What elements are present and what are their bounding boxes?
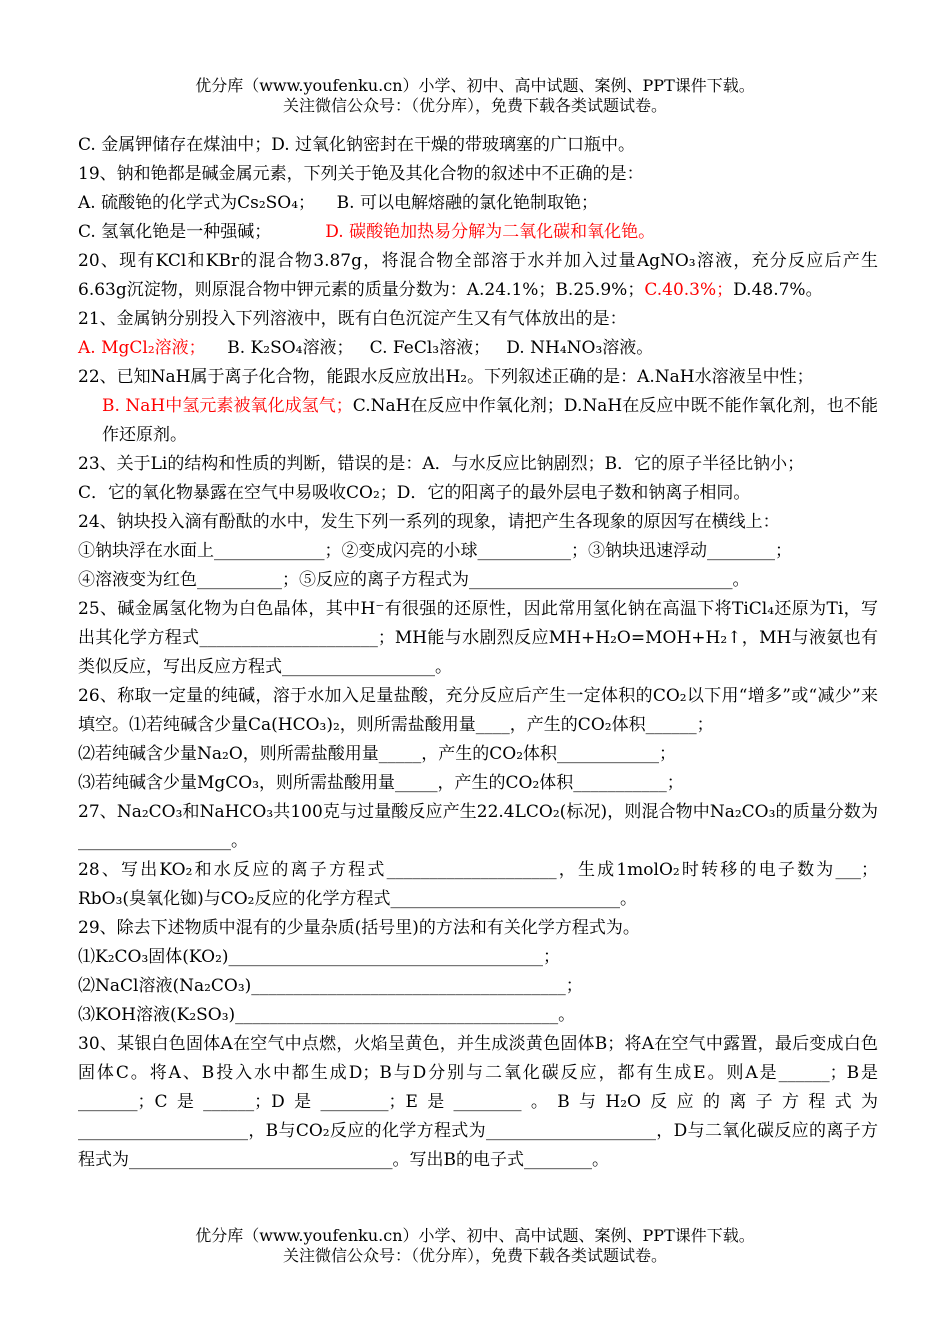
- q20: [78, 247, 878, 305]
- q26-line-3: ⑶若纯碱含少量MgCO₃，则所需盐酸用量_____，产生的CO₂体积___________；: [78, 773, 684, 793]
- footer-line-1: 优分库（www.youfenku.cn）小学、初中、高中试题、案例、PPT课件下载。: [195, 1226, 755, 1245]
- q19-options-ab: A. 硫酸铯的化学式为Cs₂SO₄； B. 可以电解熔融的氯化铯制取铯；: [78, 193, 598, 213]
- q23-stem: 23、关于Li的结构和性质的判断，错误的是：A．与水反应比钠剧烈；B．它的原子半径比钠小；: [78, 454, 805, 474]
- q24-line-2: ④溶液变为红色__________；⑤反应的离子方程式为_______________________________。: [78, 570, 750, 590]
- q29-line-3: ⑶KOH溶液(K₂SO₃)______________________________________。: [78, 1005, 576, 1025]
- q25: 25、碱金属氢化物为白色晶体，其中H⁻有很强的还原性，因此常用氢化钠在高温下将TiCl₄还原为Ti，写出其化学方程式_____________________；MH能与水剧烈反应MH+H₂O=MOH+H₂↑，MH与液氨也有类似反应，写出反应方程式__________________。: [78, 599, 878, 677]
- q21-stem: 21、金属钠分别投入下列溶液中，既有白色沉淀产生又有气体放出的是：: [78, 309, 627, 329]
- page-footer: [0, 1226, 950, 1266]
- q29-line-2: ⑵NaCl溶液(Na₂CO₃)_____________________________________；: [78, 976, 583, 996]
- q19-answer-d: D. 碳酸铯加热易分解为二氧化碳和氧化铯。: [325, 222, 656, 242]
- q18-options-cd: C. 金属钾储存在煤油中；D. 过氧化钠密封在干燥的带玻璃塞的广口瓶中。: [78, 135, 636, 155]
- header-line-2: 关注微信公众号：（优分库），免费下载各类试题试卷。: [282, 96, 667, 115]
- footer-line-2: 关注微信公众号：（优分库），免费下载各类试题试卷。: [282, 1246, 667, 1265]
- q20-stem: 20、现有KCl和KBr的混合物3.87g，将混合物全部溶于水并加入过量AgNO₃溶液，充分反应后产生6.63g沉淀物，则原混合物中钾元素的质量分数为：A.24.1%；B.25.9%；: [78, 251, 878, 300]
- q22-options: [78, 392, 878, 450]
- q27: 27、Na₂CO₃和NaHCO₃共100克与过量酸反应产生22.4LCO₂(标况)，则混合物中Na₂CO₃的质量分数为__________________。: [78, 802, 878, 851]
- q22-stem: 22、已知NaH属于离子化合物，能跟水反应放出H₂。下列叙述正确的是：A.NaH水溶液呈中性；: [78, 367, 814, 387]
- q29-stem: 29、除去下述物质中混有的少量杂质(括号里)的方法和有关化学方程式为。: [78, 918, 640, 938]
- q21-options: [78, 334, 878, 363]
- q20-answer-c: C.40.3%；: [644, 280, 734, 300]
- q19-options-cd: [78, 218, 878, 247]
- q26-stem: 26、称取一定量的纯碱，溶于水加入足量盐酸，充分反应后产生一定体积的CO₂以下用“增多”或“减少”来填空。⑴若纯碱含少量Ca(HCO₃)₂，则所需盐酸用量____，产生的CO₂体积______；: [78, 686, 878, 735]
- q26-line-2: ⑵若纯碱含少量Na₂O，则所需盐酸用量_____，产生的CO₂体积____________；: [78, 744, 677, 764]
- q28: 28、写出KO₂和水反应的离子方程式____________________，生成1molO₂时转移的电子数为___；RbO₃(臭氧化铷)与CO₂反应的化学方程式___________________________。: [78, 860, 878, 909]
- q22-answer-b: B. NaH中氢元素被氧化成氢气；: [102, 396, 353, 416]
- q29-line-1: ⑴K₂CO₃固体(KO₂)_____________________________________；: [78, 947, 561, 967]
- q22-options-cd: C.NaH在反应中作氧化剂；D.NaH在反应中既不能作氧化剂，也不能作还原剂。: [102, 396, 879, 445]
- q21-options-bcd: B. K₂SO₄溶液； C. FeCl₃溶液； D. NH₄NO₃溶液。: [205, 338, 654, 358]
- q19-option-c: C. 氢氧化铯是一种强碱；: [78, 222, 326, 242]
- q30: 30、某银白色固体A在空气中点燃，火焰呈黄色，并生成淡黄色固体B；将A在空气中露置，最后变成白色固体C。将A、B投入水中都生成D；B与D分别与二氧化碳反应，都有生成E。则A是______；B是_______；C是______；D是________；E是________。B与H₂O反应的离子方程式为____________________，B与CO₂反应的化学方程式为____________________，D与二氧化碳反应的离子方程式为_______________________________。写出B的电子式________。: [78, 1034, 878, 1170]
- question-content: [78, 131, 878, 1175]
- q24-line-1: ①钠块浮在水面上_____________；②变成闪亮的小球___________；③钠块迅速浮动________；: [78, 541, 792, 561]
- header-line-1: 优分库（www.youfenku.cn）小学、初中、高中试题、案例、PPT课件下载。: [195, 76, 755, 95]
- q23-options-cd: C．它的氧化物暴露在空气中易吸收CO₂；D．它的阳离子的最外层电子数和钠离子相同。: [78, 483, 751, 503]
- q19-stem: 19、钠和铯都是碱金属元素，下列关于铯及其化合物的叙述中不正确的是：: [78, 164, 644, 184]
- q20-option-d: D.48.7%。: [733, 280, 823, 300]
- page-header: [0, 76, 950, 116]
- q21-answer-a: A. MgCl₂溶液；: [78, 338, 206, 358]
- q24-stem: 24、钠块投入滴有酚酞的水中，发生下列一系列的现象，请把产生各现象的原因写在横线上：: [78, 512, 780, 532]
